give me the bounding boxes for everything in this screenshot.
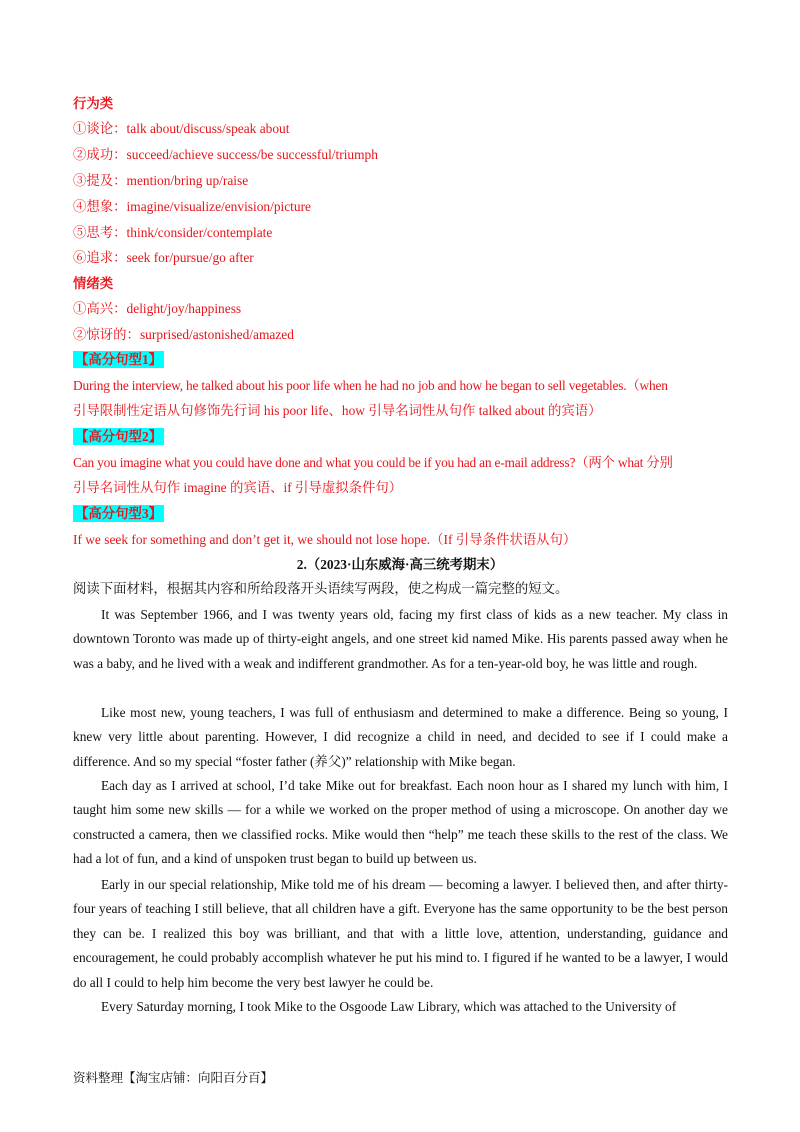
emotion-item: ②惊讶的：surprised/astonished/amazed (73, 327, 294, 342)
behavior-heading: 行为类 (73, 96, 114, 111)
pattern-tag-1: 【高分句型1】 (75, 352, 163, 367)
story-paragraph: Every Saturday morning, I took Mike to the Osgoode Law Library, which was attached to the University of (101, 999, 677, 1014)
story-paragraph: Like most new, young teachers, I was full of enthusiasm and determined to make a difference. Being so young, I knew very little about parenting. However, I did recognize a child in need, and decided to see if I could make a difference. And so my special “foster father (养父)” relationship with Mike began. (73, 705, 728, 769)
story-paragraph: Each day as I arrived at school, I’d take Mike out for breakfast. Each noon hour as I shared my lunch with him, I taught him some new skills — for a while we worked on the proper method of using a microscope. On another day we constructed a camera, then we classified rocks. Mike would then “help” me teach these skills to the rest of the class. We had a lot of fun, and a kind of unspoken trust began to build up between us. (73, 778, 728, 867)
behavior-item: ⑥追求：seek for/pursue/go after (73, 250, 254, 265)
pattern-sentence-3: If we seek for something and don’t get it, we should not lose hope.（If 引导条件状语从句） (73, 532, 577, 547)
behavior-item: ②成功：succeed/achieve success/be successful/triumph (73, 147, 378, 162)
section-instruction: 阅读下面材料，根据其内容和所给段落开头语续写两段，使之构成一篇完整的短文。 (73, 581, 569, 596)
emotion-heading: 情绪类 (73, 276, 114, 291)
behavior-item: ③提及：mention/bring up/raise (73, 173, 249, 188)
pattern-tag-3-row (73, 502, 728, 526)
behavior-item: ④想象：imagine/visualize/envision/picture (73, 199, 312, 214)
story-paragraph: It was September 1966, and I was twenty years old, facing my first class of kids as a new teacher. My class in downtown Toronto was made up of thirty-eight angels, and one street kid named Mike. His parents passed away when he was a baby, and he lived with a weak and indifferent grandmother. As for a ten-year-old boy, he was little and rough. (73, 607, 728, 671)
pattern-sentence-2: Can you imagine what you could have done and what you could be if you had an e-mail address?（两个 what 分别 (73, 455, 673, 470)
pattern-tag-1-row (73, 348, 728, 372)
pattern-tag-3: 【高分句型3】 (75, 506, 163, 521)
footer-note: 资料整理【淘宝店铺：向阳百分百】 (73, 1071, 274, 1085)
behavior-item: ⑤思考：think/consider/contemplate (73, 225, 273, 240)
story-paragraph: Early in our special relationship, Mike told me of his dream — becoming a lawyer. I believed then, and after thirty-four years of teaching I still believe, that all children have a gift. Everyone has the same opportunity to be the best person they can be. I realized this boy was brilliant, and that with a little love, attention, understanding, guidance and encouragement, he could probably accomplish whatever he put his mind to. I figured if he wanted to be a lawyer, I would do all I could to help him become the very best lawyer he could be. (73, 877, 728, 990)
pattern-note-1: 引导限制性定语从句修饰先行词 his poor life、how 引导名词性从句作 talked about 的宾语） (73, 403, 602, 418)
behavior-item: ①谈论：talk about/discuss/speak about (73, 121, 290, 136)
pattern-sentence-1: During the interview, he talked about his poor life when he had no job and how he began to sell vegetables.（when (73, 378, 668, 393)
pattern-note-2: 引导名词性从句作 imagine 的宾语、if 引导虚拟条件句） (73, 480, 403, 495)
pattern-tag-2-row (73, 425, 728, 449)
pattern-tag-2: 【高分句型2】 (75, 429, 163, 444)
emotion-item: ①高兴：delight/joy/happiness (73, 301, 242, 316)
section-title: 2.（2023·山东威海·高三统考期末） (296, 557, 504, 572)
